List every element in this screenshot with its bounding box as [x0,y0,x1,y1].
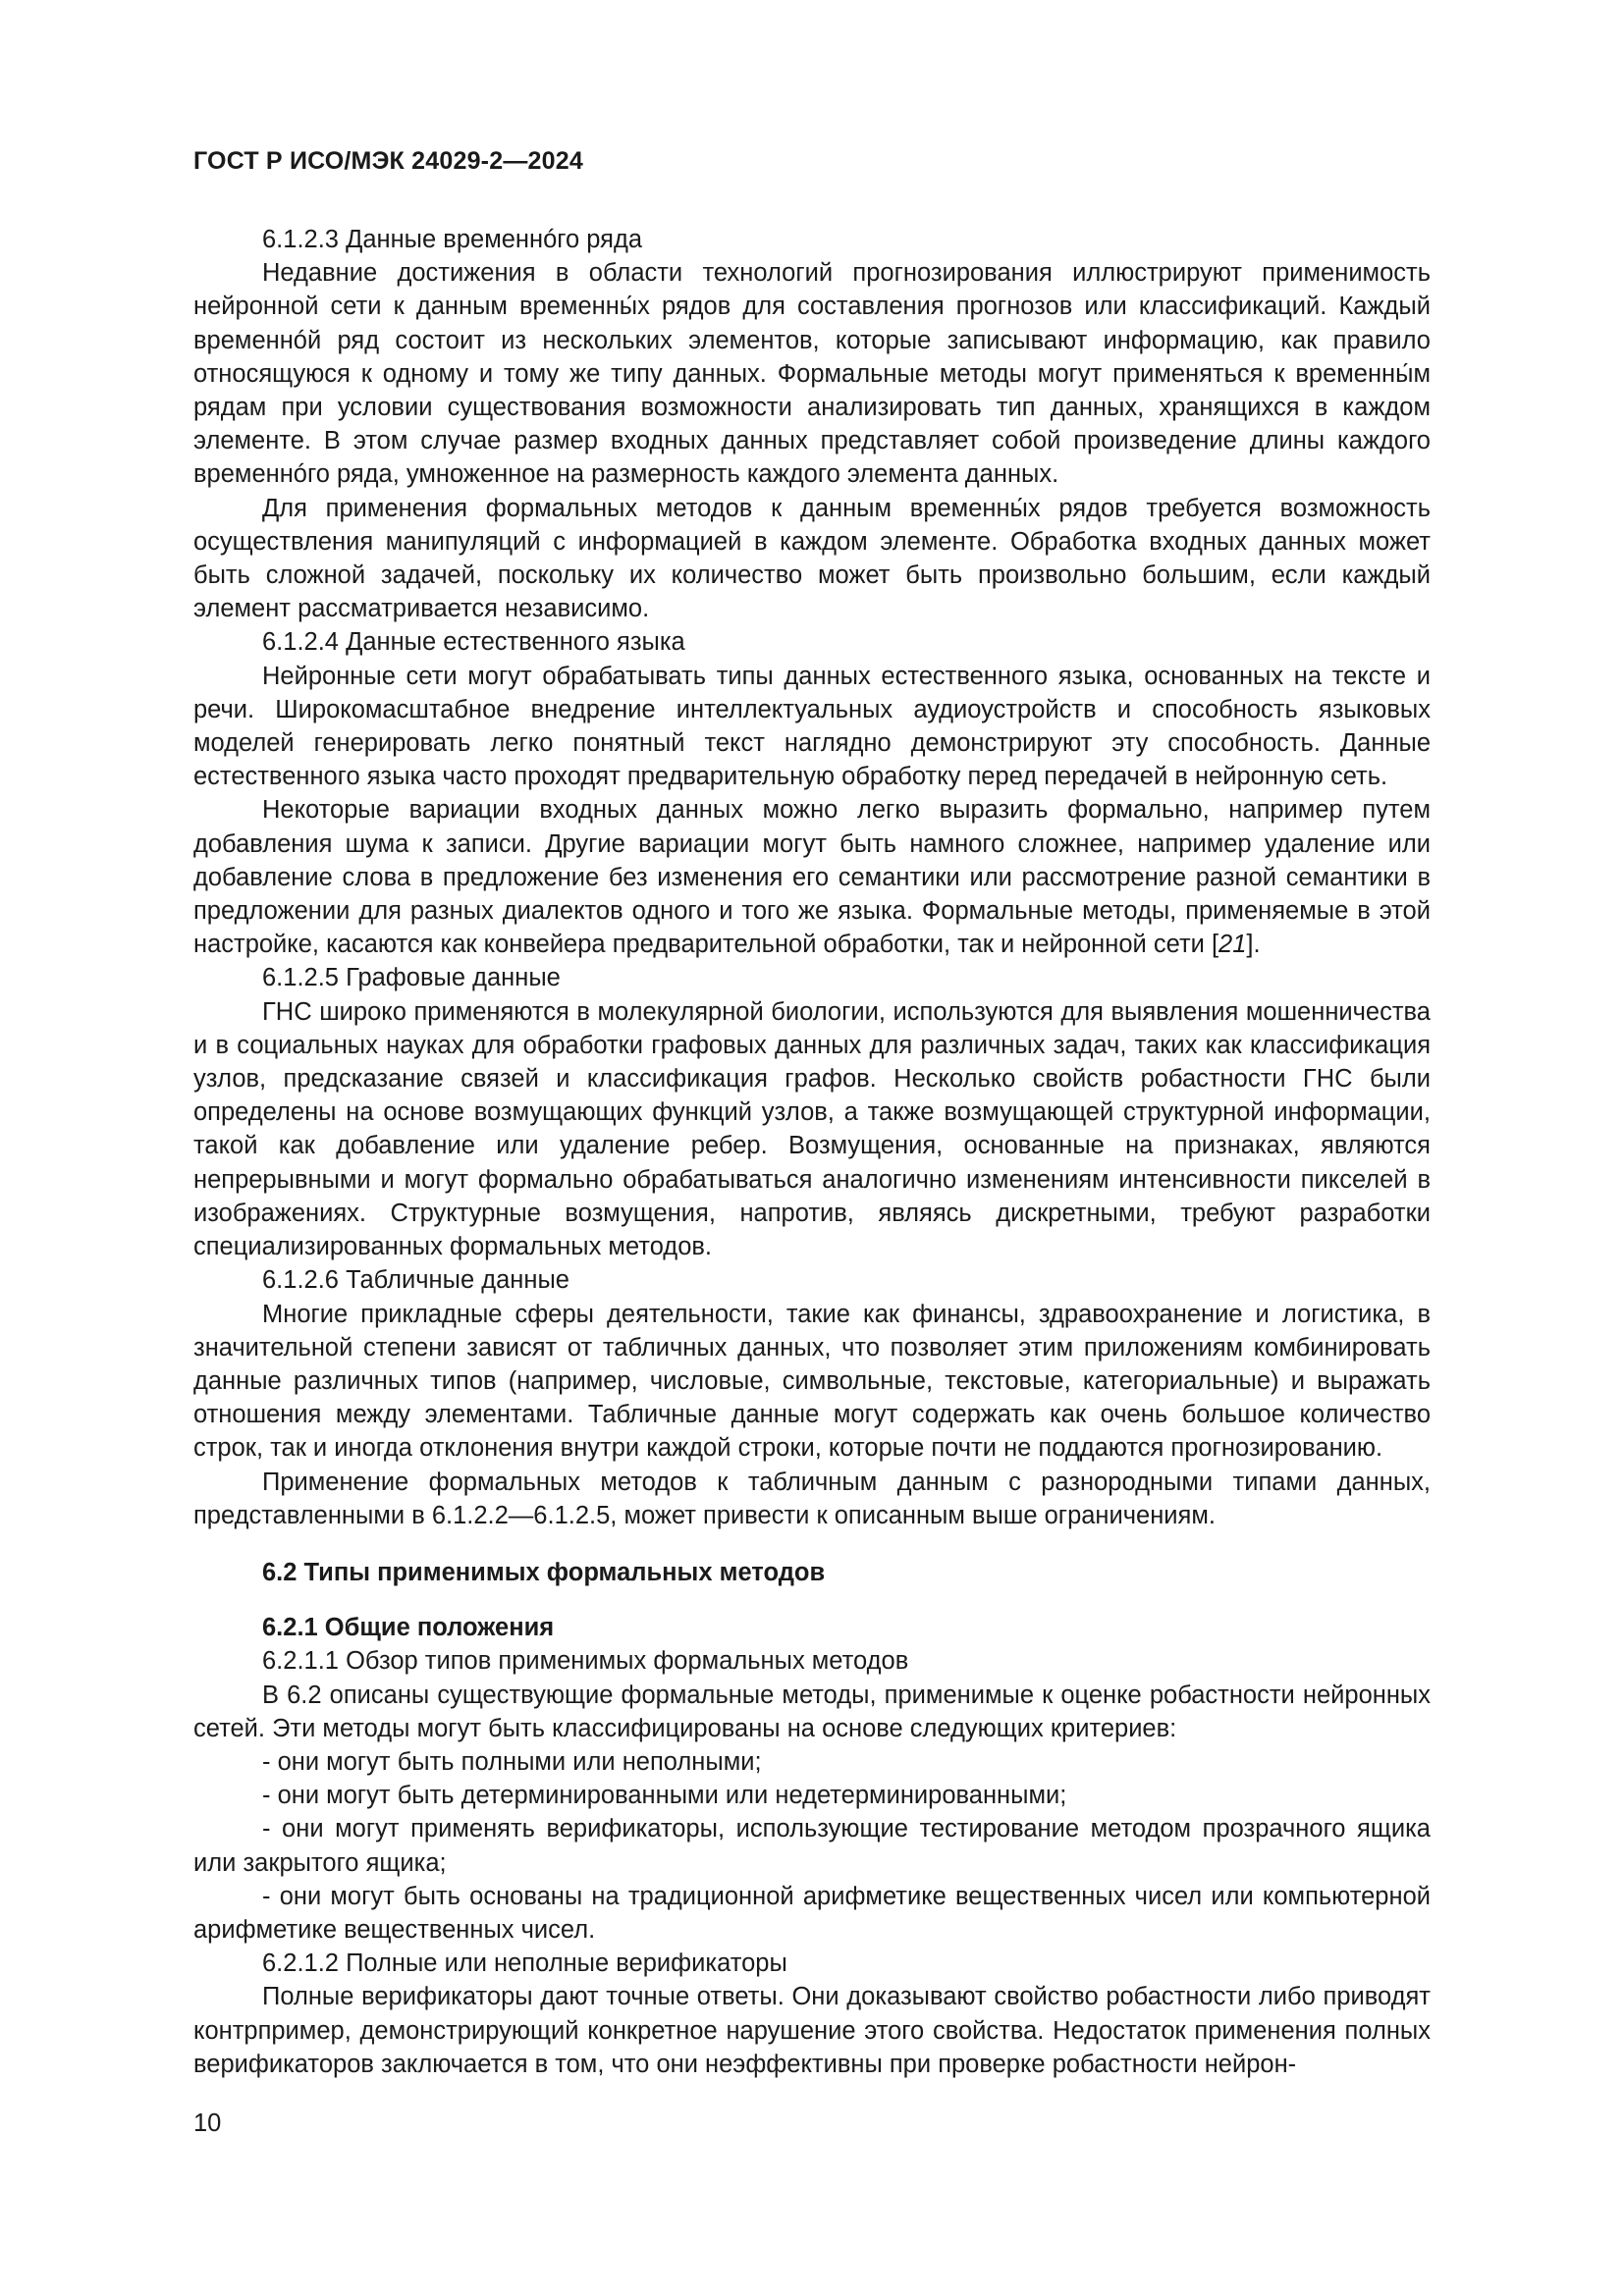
paragraph-text-end: ]. [1246,931,1261,959]
list-item: - они могут быть полными или неполными; [262,1747,762,1776]
paragraph: Полные верификаторы дают точные ответы. Они доказывают свойство робастности либо приводят контрпример, демонстрирующий конкретное нарушение этого свойства. Недостаток применения полных верификаторов заключается в том, что они неэффективны при проверке робастности нейрон- [193,1983,1431,2078]
document-header: ГОСТ Р ИСО/МЭК 24029-2—2024 [193,147,583,175]
paragraph: В 6.2 описаны существующие формальные методы, применимые к оценке робастности нейронных сетей. Эти методы могут быть классифицированы на основе следующих критериев: [193,1681,1431,1742]
paragraph: ГНС широко применяются в молекулярной биологии, используются для выявления мошенничества и в социальных науках для обработки графовых данных для различных задач, таких как классификация узлов, предсказание связей и классификация графов. Несколько свойств робастности ГНС были определены на основе возмущающих функций узлов, а также возмущающей структурной информации, такой как добавление или удаление ребер. Возмущения, основанные на признаках, являются непрерывными и могут формально обрабатываться аналогично изменениям интенсивности пикселей в изображениях. Структурные возмущения, напротив, являясь дискретными, требуют разработки специализированных формальных методов. [193,997,1431,1261]
heading-6-1-2-4: 6.1.2.4 Данные естественного языка [262,628,685,657]
list-item: - они могут быть детерминированными или недетерминированными; [262,1782,1067,1810]
paragraph: Применение формальных методов к табличным данным с разнородными типами данных, представленными в 6.1.2.2—6.1.2.5, может привести к описанным выше ограничениям. [193,1468,1431,1529]
subsection-heading-6-2-1: 6.2.1 Общие положения [262,1614,555,1642]
list-item: - они могут применять верификаторы, использующие тестирование методом прозрачного ящика или закрытого ящика; [193,1815,1431,1877]
paragraph: Для применения формальных методов к данным временны́х рядов требуется возможность осуществления манипуляций с информацией в каждом элементе. Обработка входных данных может быть сложной задачей, поскольку их количество может быть произвольно большим, если каждый элемент рассматривается независимо. [193,494,1431,623]
paragraph-text: Некоторые вариации входных данных можно легко выразить формально, например путем добавления шума к записи. Другие вариации могут быть намного сложнее, например удаление или добавление слова в предложение без изменения его семантики или рассмотрение разной семантики в предложении для разных диалектов одного и того же языка. Формальные методы, применяемые в этой настройке, касаются как конвейера предварительной обработки, так и нейронной сети [ [193,796,1431,959]
heading-6-1-2-5: 6.1.2.5 Графовые данные [262,964,561,992]
heading-6-2-1-2: 6.2.1.2 Полные или неполные верификаторы [262,1949,787,1978]
list-item: - они могут быть основаны на традиционной арифметике вещественных чисел или компьютерной арифметике вещественных чисел. [193,1882,1431,1944]
paragraph: Многие прикладные сферы деятельности, такие как финансы, здравоохранение и логистика, в значительной степени зависят от табличных данных, что позволяет этим приложениям комбинировать данные различных типов (например, числовые, символьные, текстовые, категориальные) и выражать отношения между элементами. Табличные данные могут содержать как очень большое количество строк, так и иногда отклонения внутри каждой строки, которые почти не поддаются прогнозированию. [193,1300,1431,1463]
paragraph [193,793,1431,961]
page-number: 10 [193,2109,222,2137]
heading-6-1-2-3: 6.1.2.3 Данные временнóго ряда [262,226,643,253]
citation-reference: 21 [1218,931,1247,959]
heading-6-1-2-6: 6.1.2.6 Табличные данные [262,1266,569,1295]
document-body [193,223,1431,2081]
paragraph: Нейронные сети могут обрабатывать типы данных естественного языка, основанных на тексте и речи. Широкомасштабное внедрение интеллектуальных аудиоустройств и способность языковых моделей генерировать легко понятный текст наглядно демонстрируют эту способность. Данные естественного языка часто проходят предварительную обработку перед передачей в нейронную сеть. [193,662,1431,791]
heading-6-2-1-1: 6.2.1.1 Обзор типов применимых формальных методов [262,1647,909,1676]
section-heading-6-2: 6.2 Типы применимых формальных методов [262,1558,826,1586]
paragraph: Недавние достижения в области технологий прогнозирования иллюстрируют применимость нейронной сети к данным временны́х рядов для составления прогнозов или классификаций. Каждый временнóй ряд состоит из нескольких элементов, которые записывают информацию, как правило относящуюся к одному и тому же типу данных. Формальные методы могут применяться к временны́м рядам при условии существования возможности анализировать тип данных, хранящихся в каждом элементе. В этом случае размер входных данных представляет собой произведение длины каждого временнóго ряда, умноженное на размерность каждого элемента данных. [193,259,1431,489]
